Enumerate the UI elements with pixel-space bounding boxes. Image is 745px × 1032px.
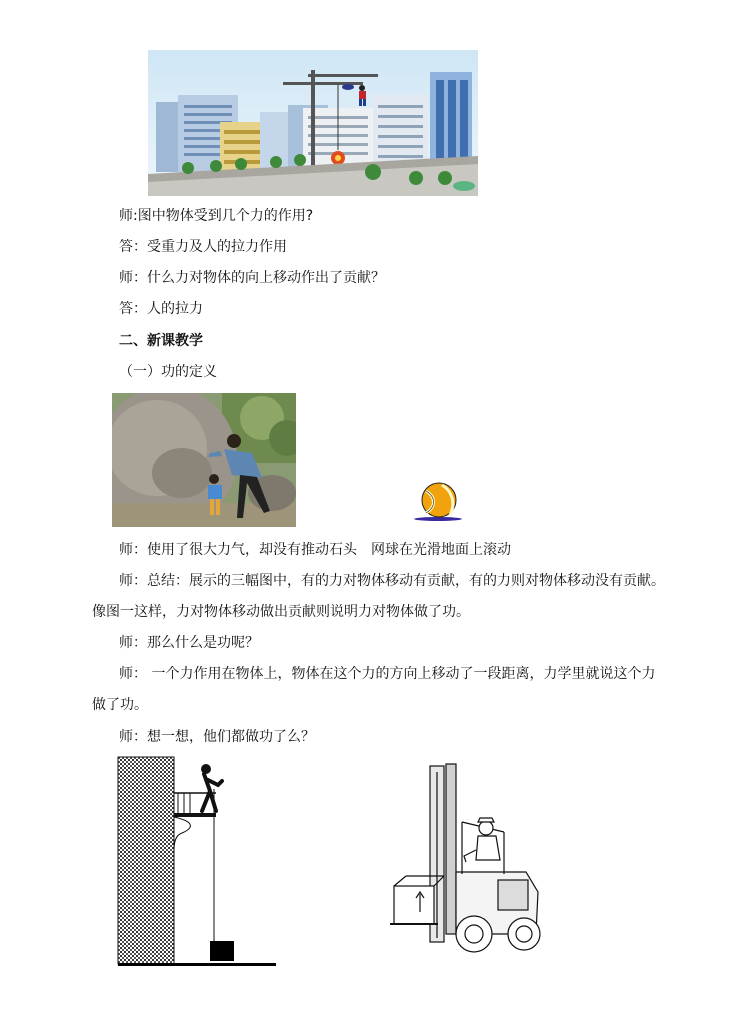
balcony-hoist-figure: [112, 755, 280, 970]
text-line-10: 师：那么什么是功呢？: [119, 635, 259, 651]
text-line-8: 师：总结：展示的三幅图中，有的力对物体移动有贡献，有的力则对物体移动没有贡献。: [119, 573, 665, 589]
text-line-4: 答：人的拉力: [119, 301, 203, 317]
text-line-9: 像图一这样，力对物体移动做出贡献则说明力对物体做了功。: [92, 604, 470, 620]
pushing-boulder-photo: [112, 393, 296, 527]
text-line-7: 师：使用了很大力气，却没有推动石头 网球在光滑地面上滚动: [119, 542, 511, 558]
text-line-12: 做了功。: [92, 697, 148, 713]
forklift-figure: [386, 762, 546, 962]
subsection-heading: （一）功的定义: [119, 364, 217, 380]
text-line-11: 师： 一个力作用在物体上，物体在这个力的方向上移动了一段距离，力学里就说这个力: [119, 666, 656, 682]
section-heading: 二、新课教学: [119, 333, 203, 349]
text-line-13: 师：想一想，他们都做功了么？: [119, 729, 315, 745]
tennis-ball-figure: [412, 481, 464, 523]
text-line-3: 师：什么力对物体的向上移动作出了贡献？: [119, 270, 385, 286]
city-crane-illustration: [148, 50, 478, 196]
text-line-2: 答：受重力及人的拉力作用: [119, 239, 287, 255]
text-line-1: 师:图中物体受到几个力的作用?: [119, 208, 314, 224]
